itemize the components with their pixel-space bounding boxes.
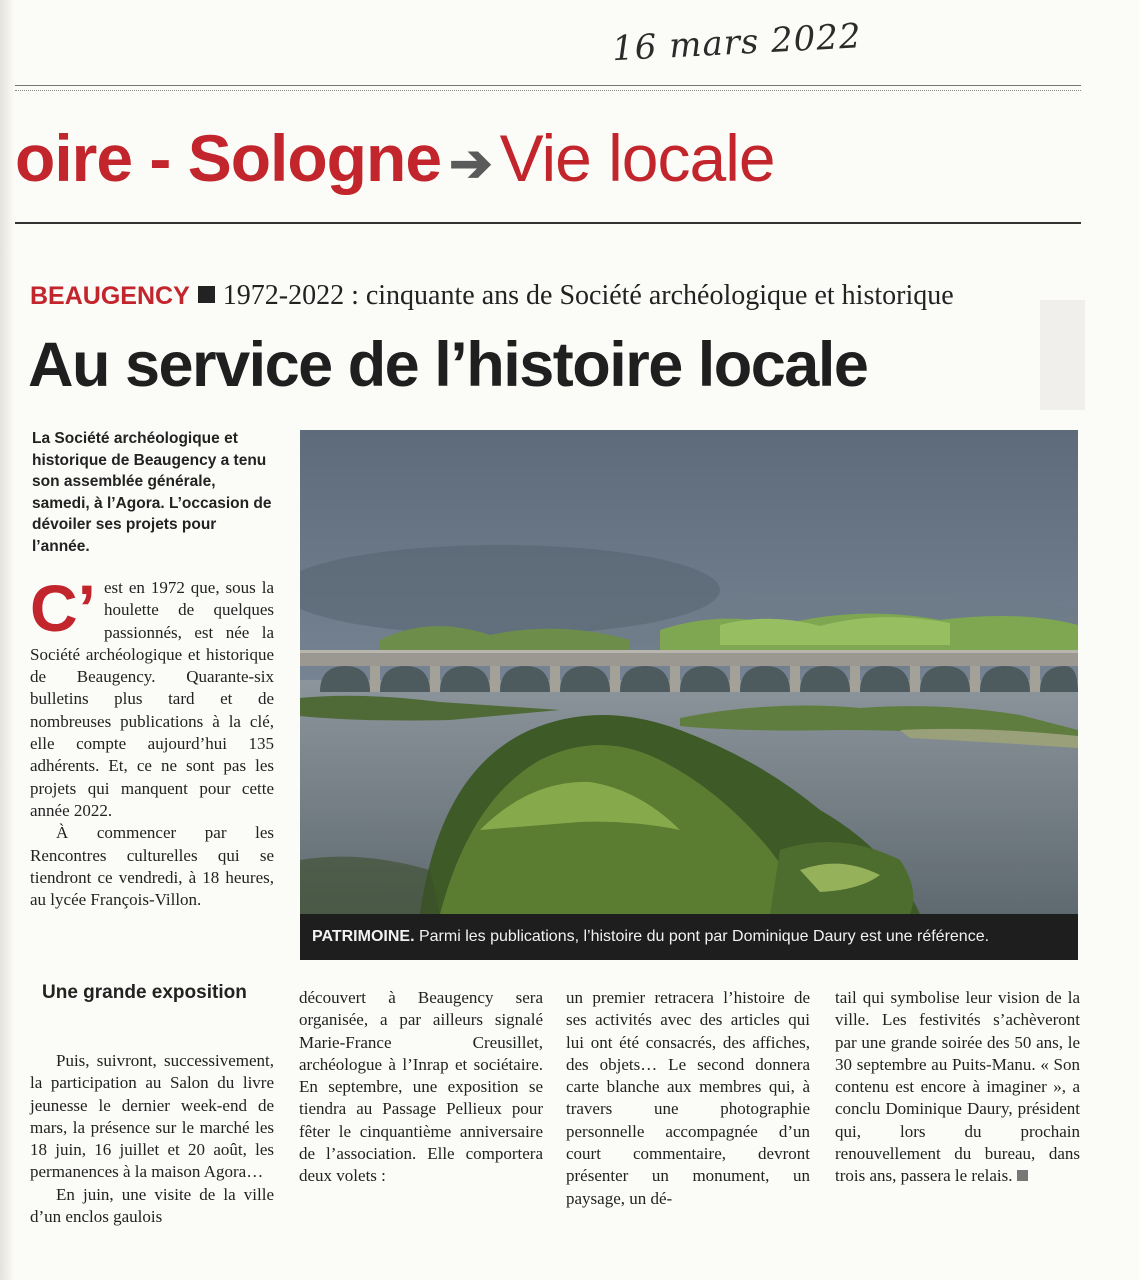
section-rule bbox=[15, 222, 1081, 224]
bridge-photo bbox=[300, 430, 1078, 960]
paragraph-4: En juin, une visite de la ville d’un enclos gaulois bbox=[30, 1184, 274, 1227]
column-4 bbox=[835, 987, 1080, 1188]
bridge-landscape-image bbox=[300, 430, 1078, 914]
article-kicker bbox=[30, 279, 1090, 313]
end-of-article-icon bbox=[1017, 1170, 1028, 1181]
kicker-text: 1972-2022 : cinquante ans de Société archéologique et historique bbox=[222, 280, 954, 311]
paragraph-1: est en 1972 que, sous la houlette de quelques passionnés, est née la Société archéologique et historique de Beaugency. Quarante-six bulletins plus tard et de nombreuses publications à la clé, elle compte aujourd’hui 135 adhérents. Et, ce ne sont pas les projets qui manquent pour cette année 2022. bbox=[30, 578, 274, 820]
section-header bbox=[15, 118, 1081, 198]
kicker-place: BEAUGENCY bbox=[30, 282, 190, 310]
column-4-text: tail qui symbolise leur vision de la ville. Les festivités s’achèveront par une grande soirée des 50 ans, le 30 septembre au Puits-Manu. « Son contenu est encore à imaginer », a conclu Dominique Daury, président qui, lors du prochain renouvellement du bureau, dans trois ans, passera le relais. bbox=[835, 988, 1080, 1186]
subheading: Une grande exposition bbox=[42, 982, 247, 1003]
article-lead: La Société archéologique et historique de Beaugency a tenu son assemblée générale, samedi, à l’Agora. L’occasion de dévoiler ses projets pour l’année. bbox=[32, 430, 272, 555]
headline: Au service de l’histoire locale bbox=[28, 330, 868, 400]
caption-label: PATRIMOINE. bbox=[312, 928, 415, 945]
caption-text: Parmi les publications, l’histoire du pont par Dominique Daury est une référence. bbox=[418, 928, 990, 945]
column-2-text: découvert à Beaugency sera organisée, a par ailleurs signalé Marie-France Creusillet, archéologue à l’Inrap et sociétaire. En septembre, une exposition se tiendra au Passage Pellieux pour fêter le cinquantième anniversaire de l’association. Elle comportera deux volets : bbox=[299, 988, 543, 1186]
column-3-text: un premier retracera l’histoire de ses activités avec des articles qui lui ont été consacrés, des affiches, des objets… Le second donnera carte blanche aux membres qui, à travers une photographie personnelle accompagnée d’un court commentaire, devront présenter un monument, un paysage, un dé- bbox=[566, 988, 810, 1208]
top-rule bbox=[15, 85, 1081, 91]
column-1-bottom bbox=[30, 1050, 274, 1228]
paper-edge-shadow bbox=[0, 0, 14, 1280]
column-1 bbox=[30, 571, 274, 911]
paragraph-2: À commencer par les Rencontres culturelles qui se tiendront ce vendredi, à 18 heures, au lycée François-Villon. bbox=[30, 823, 274, 910]
drop-cap: C’ bbox=[30, 571, 96, 645]
column-3 bbox=[566, 987, 810, 1210]
handwritten-date: 16 mars 2022 bbox=[611, 16, 863, 70]
paragraph-3: Puis, suivront, successivement, la participation au Salon du livre jeunesse le dernier week-end de mars, la présence sur le marché les 18 juin, 16 juillet et 20 août, les permanences à la maison Agora… bbox=[30, 1051, 274, 1182]
column-2 bbox=[299, 987, 543, 1188]
section-arrow-icon: ➔ bbox=[449, 135, 492, 193]
square-bullet-icon bbox=[198, 286, 215, 303]
section-region: oire - Sologne bbox=[15, 121, 442, 195]
photo-caption bbox=[300, 914, 1078, 960]
section-category: Vie locale bbox=[499, 121, 775, 195]
